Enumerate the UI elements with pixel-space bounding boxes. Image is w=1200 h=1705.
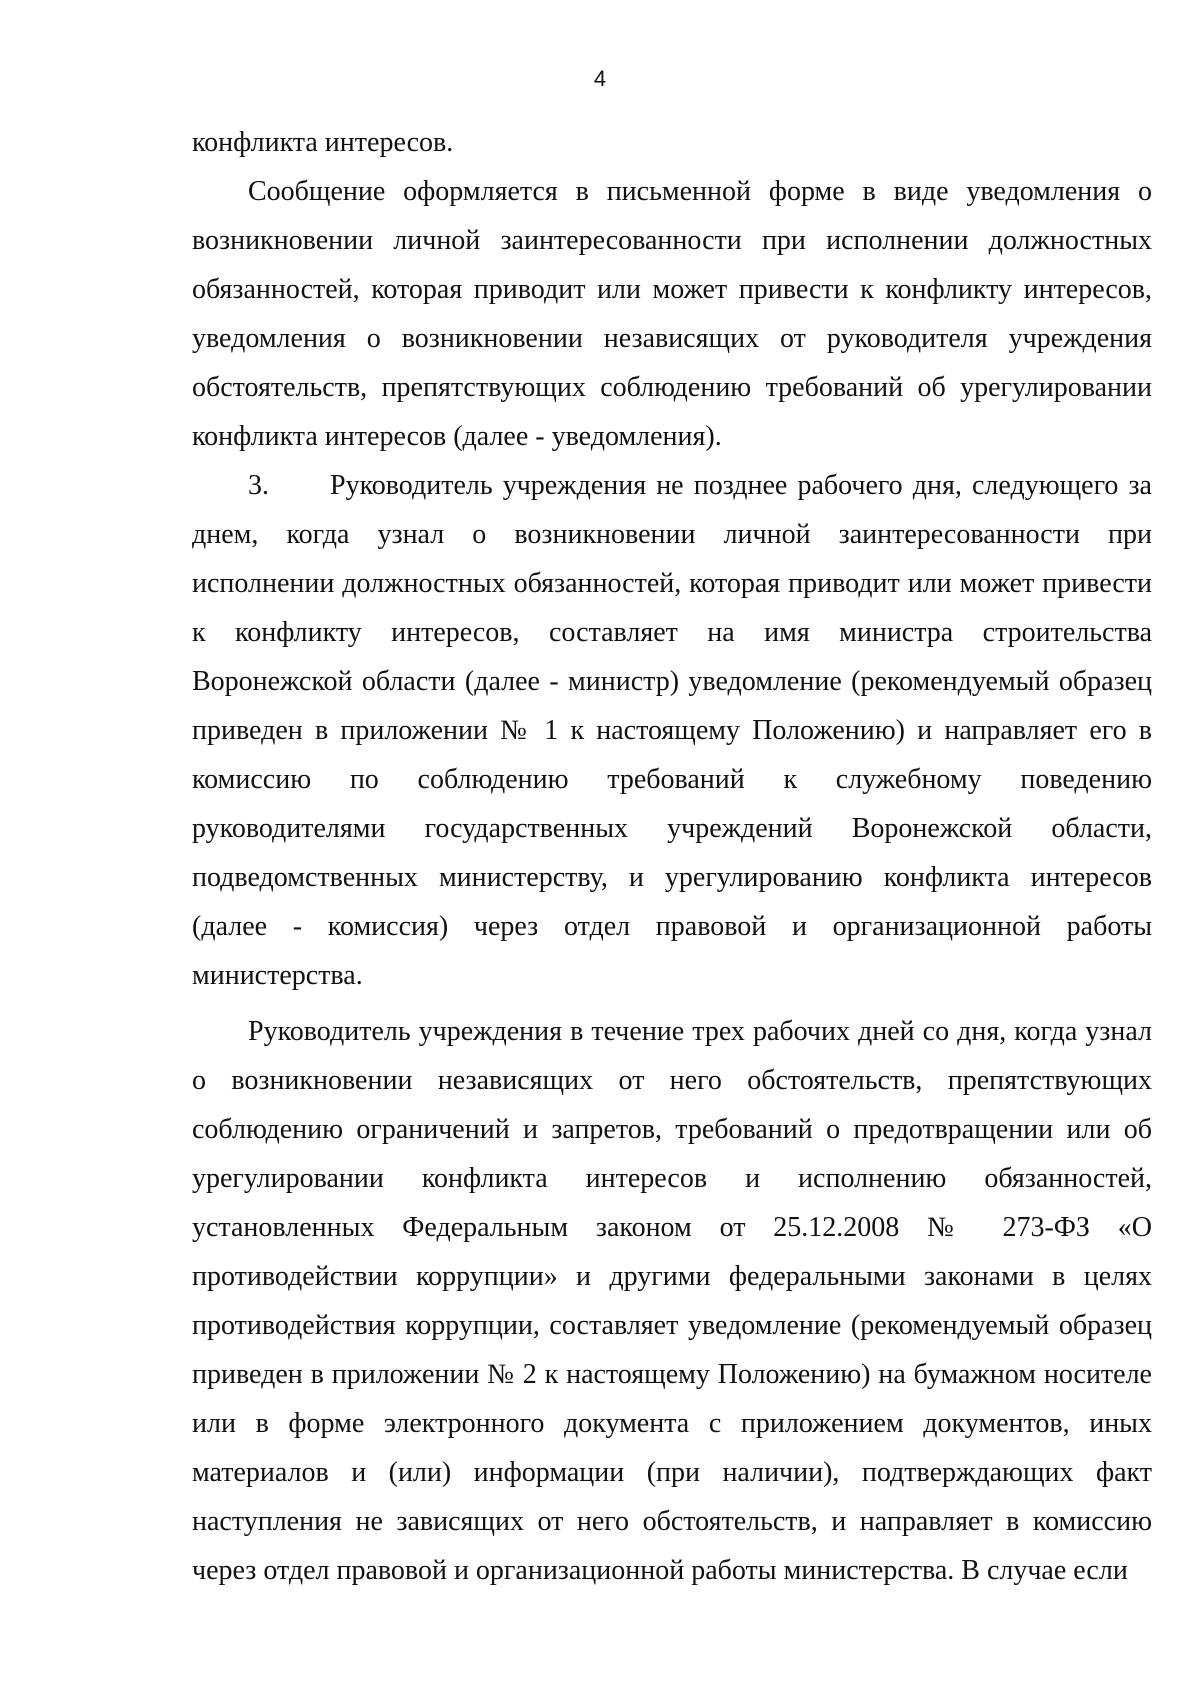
paragraph-independent-circumstances: Руководитель учреждения в течение трех рабочих дней со дня, когда узнал о возникновении независящих от него обстоятельств, препятствующих соблюдению ограничений и запретов, требований о предотвращении или об урегулировании конфликта интересов и исполнению обязанностей, установленных Федеральным законом от 25.12.2008 № 273-ФЗ «О противодействии коррупции» и другими федеральными законами в целях противодействия коррупции, составляет уведомление (рекомендуемый образец приведен в приложении № 2 к настоящему Положению) на бумажном носителе или в форме электронного документа с приложением документов, иных материалов и (или) информации (при наличии), подтверждающих факт наступления не зависящих от него обстоятельств, и направляет в комиссию через отдел правовой и организационной работы министерства. В случае если — [192, 1016, 1152, 1586]
paragraph-continuation: конфликта интересов. — [192, 127, 454, 158]
paragraph-item-3 — [192, 461, 1152, 1000]
paragraph-notification-form: Сообщение оформляется в письменной форме в виде уведомления о возникновении личной заинтересованности при исполнении должностных обязанностей, которая приводит или может привести к конфликту интересов, уведомления о возникновении независящих от руководителя учреждения обстоятельств, препятствующих соблюдению требований об урегулировании конфликта интересов (далее - уведомления). — [192, 176, 1152, 452]
item-3-text: Руководитель учреждения не позднее рабочего дня, следующего за днем, когда узнал о возникновении личной заинтересованности при исполнении должностных обязанностей, которая приводит или может привести к конфликту интересов, составляет на имя министра строительства Воронежской области (далее - министр) уведомление (рекомендуемый образец приведен в приложении № 1 к настоящему Положению) и направляет его в комиссию по соблюдению требований к служебному поведению руководителями государственных учреждений Воронежской области, подведомственных министерству, и урегулированию конфликта интересов (далее - комиссия) через отдел правовой и организационной работы министерства. — [192, 470, 1152, 991]
page-number: 4 — [593, 66, 607, 91]
item-number: 3. — [248, 470, 269, 501]
document-body — [192, 118, 1152, 1595]
